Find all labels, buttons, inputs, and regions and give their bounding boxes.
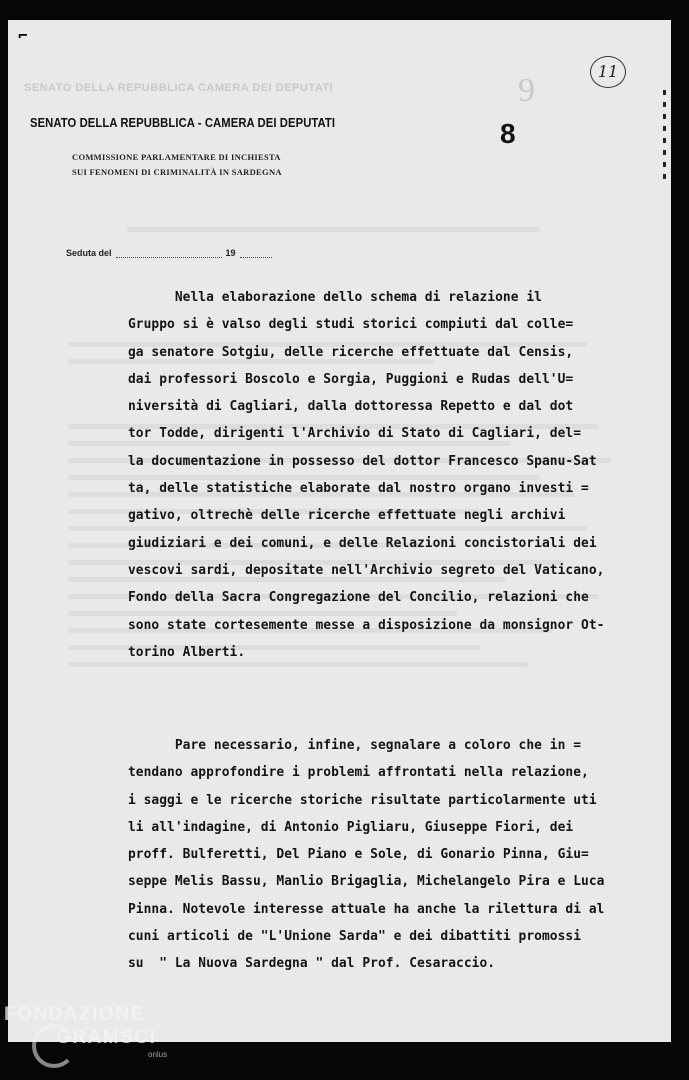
text-line: niversità di Cagliari, dalla dottoressa Repetto e dal dot: [128, 399, 574, 415]
document-page: [8, 20, 671, 1042]
text-line: Gruppo si è valso degli studi storici compiuti dal colle=: [128, 317, 574, 333]
text-line: ga senatore Sotgiu, delle ricerche effettuate dal Censis,: [128, 344, 574, 360]
text-line: dai professori Boscolo e Sorgia, Puggioni e Rudas dell'U=: [128, 371, 574, 387]
paragraph-2: [128, 732, 653, 978]
text-line: tor Todde, dirigenti l'Archivio di Stato di Cagliari, del=: [128, 426, 582, 442]
corner-mark: ⌐: [18, 26, 28, 45]
text-line: vescovi sardi, depositate nell'Archivio segreto del Vaticano,: [128, 562, 605, 578]
session-date-row: [66, 248, 276, 258]
commission-line-1: COMMISSIONE PARLAMENTARE DI INCHIESTA: [72, 152, 281, 162]
watermark-line-1: FONDAZIONE: [4, 1004, 145, 1025]
text-line: li all'indagine, di Antonio Pigliaru, Giuseppe Fiori, dei: [128, 819, 574, 835]
text-line: Pare necessario, infine, segnalare a coloro che in =: [128, 738, 582, 753]
session-year-blank: [240, 249, 272, 258]
text-line: seppe Melis Bassu, Manlio Brigaglia, Michelangelo Pira e Luca: [128, 874, 605, 890]
text-line: Nella elaborazione dello schema di relazione il: [128, 290, 542, 305]
session-date-blank: [116, 249, 222, 258]
text-line: cuni articoli de "L'Unione Sarda" e dei dibattiti promossi: [128, 929, 582, 945]
bleed-through-number: 9: [518, 72, 535, 109]
bleed-through-header: SENATO DELLA REPUBBLICA CAMERA DEI DEPUTATI: [24, 82, 334, 94]
text-line: ta, delle statistiche elaborate dal nostro organo investi =: [128, 481, 589, 497]
text-line: gativo, oltrechè delle ricerche effettuate negli archivi: [128, 508, 566, 524]
text-line: su " La Nuova Sardegna " dal Prof. Cesaraccio.: [128, 956, 496, 972]
commission-line-2: SUI FENOMENI DI CRIMINALITÀ IN SARDEGNA: [72, 167, 282, 177]
text-line: sono state cortesemente messe a disposizione da monsignor Ot-: [128, 617, 605, 633]
text-line: Fondo della Sacra Congregazione del Concilio, relazioni che: [128, 590, 589, 606]
session-year: 19: [225, 248, 236, 258]
watermark-line-2: GRAMSCI: [56, 1027, 157, 1048]
text-line: tendano approfondire i problemi affrontati nella relazione,: [128, 765, 589, 781]
text-line: Pinna. Notevole interesse attuale ha anche la rilettura di al: [128, 901, 605, 917]
paragraph-1: [128, 284, 653, 666]
text-line: proff. Bulferetti, Del Piano e Sole, di Gonario Pinna, Giu=: [128, 847, 589, 863]
text-line: la documentazione in possesso del dottor Francesco Spanu-Sat: [128, 453, 597, 469]
text-line: i saggi e le ricerche storiche risultate particolarmente uti: [128, 792, 597, 808]
text-line: torino Alberti.: [128, 644, 246, 660]
page-number: 8: [500, 118, 516, 149]
archive-page-stamp: 11: [590, 56, 626, 88]
watermark-suffix: onlus: [148, 1050, 168, 1059]
session-label: Seduta del: [66, 248, 112, 258]
institution-title: SENATO DELLA REPUBBLICA - CAMERA DEI DEPUTATI: [30, 116, 336, 130]
edge-ticks: [663, 90, 666, 180]
text-line: giudiziari e dei comuni, e delle Relazioni concistoriali dei: [128, 535, 597, 551]
